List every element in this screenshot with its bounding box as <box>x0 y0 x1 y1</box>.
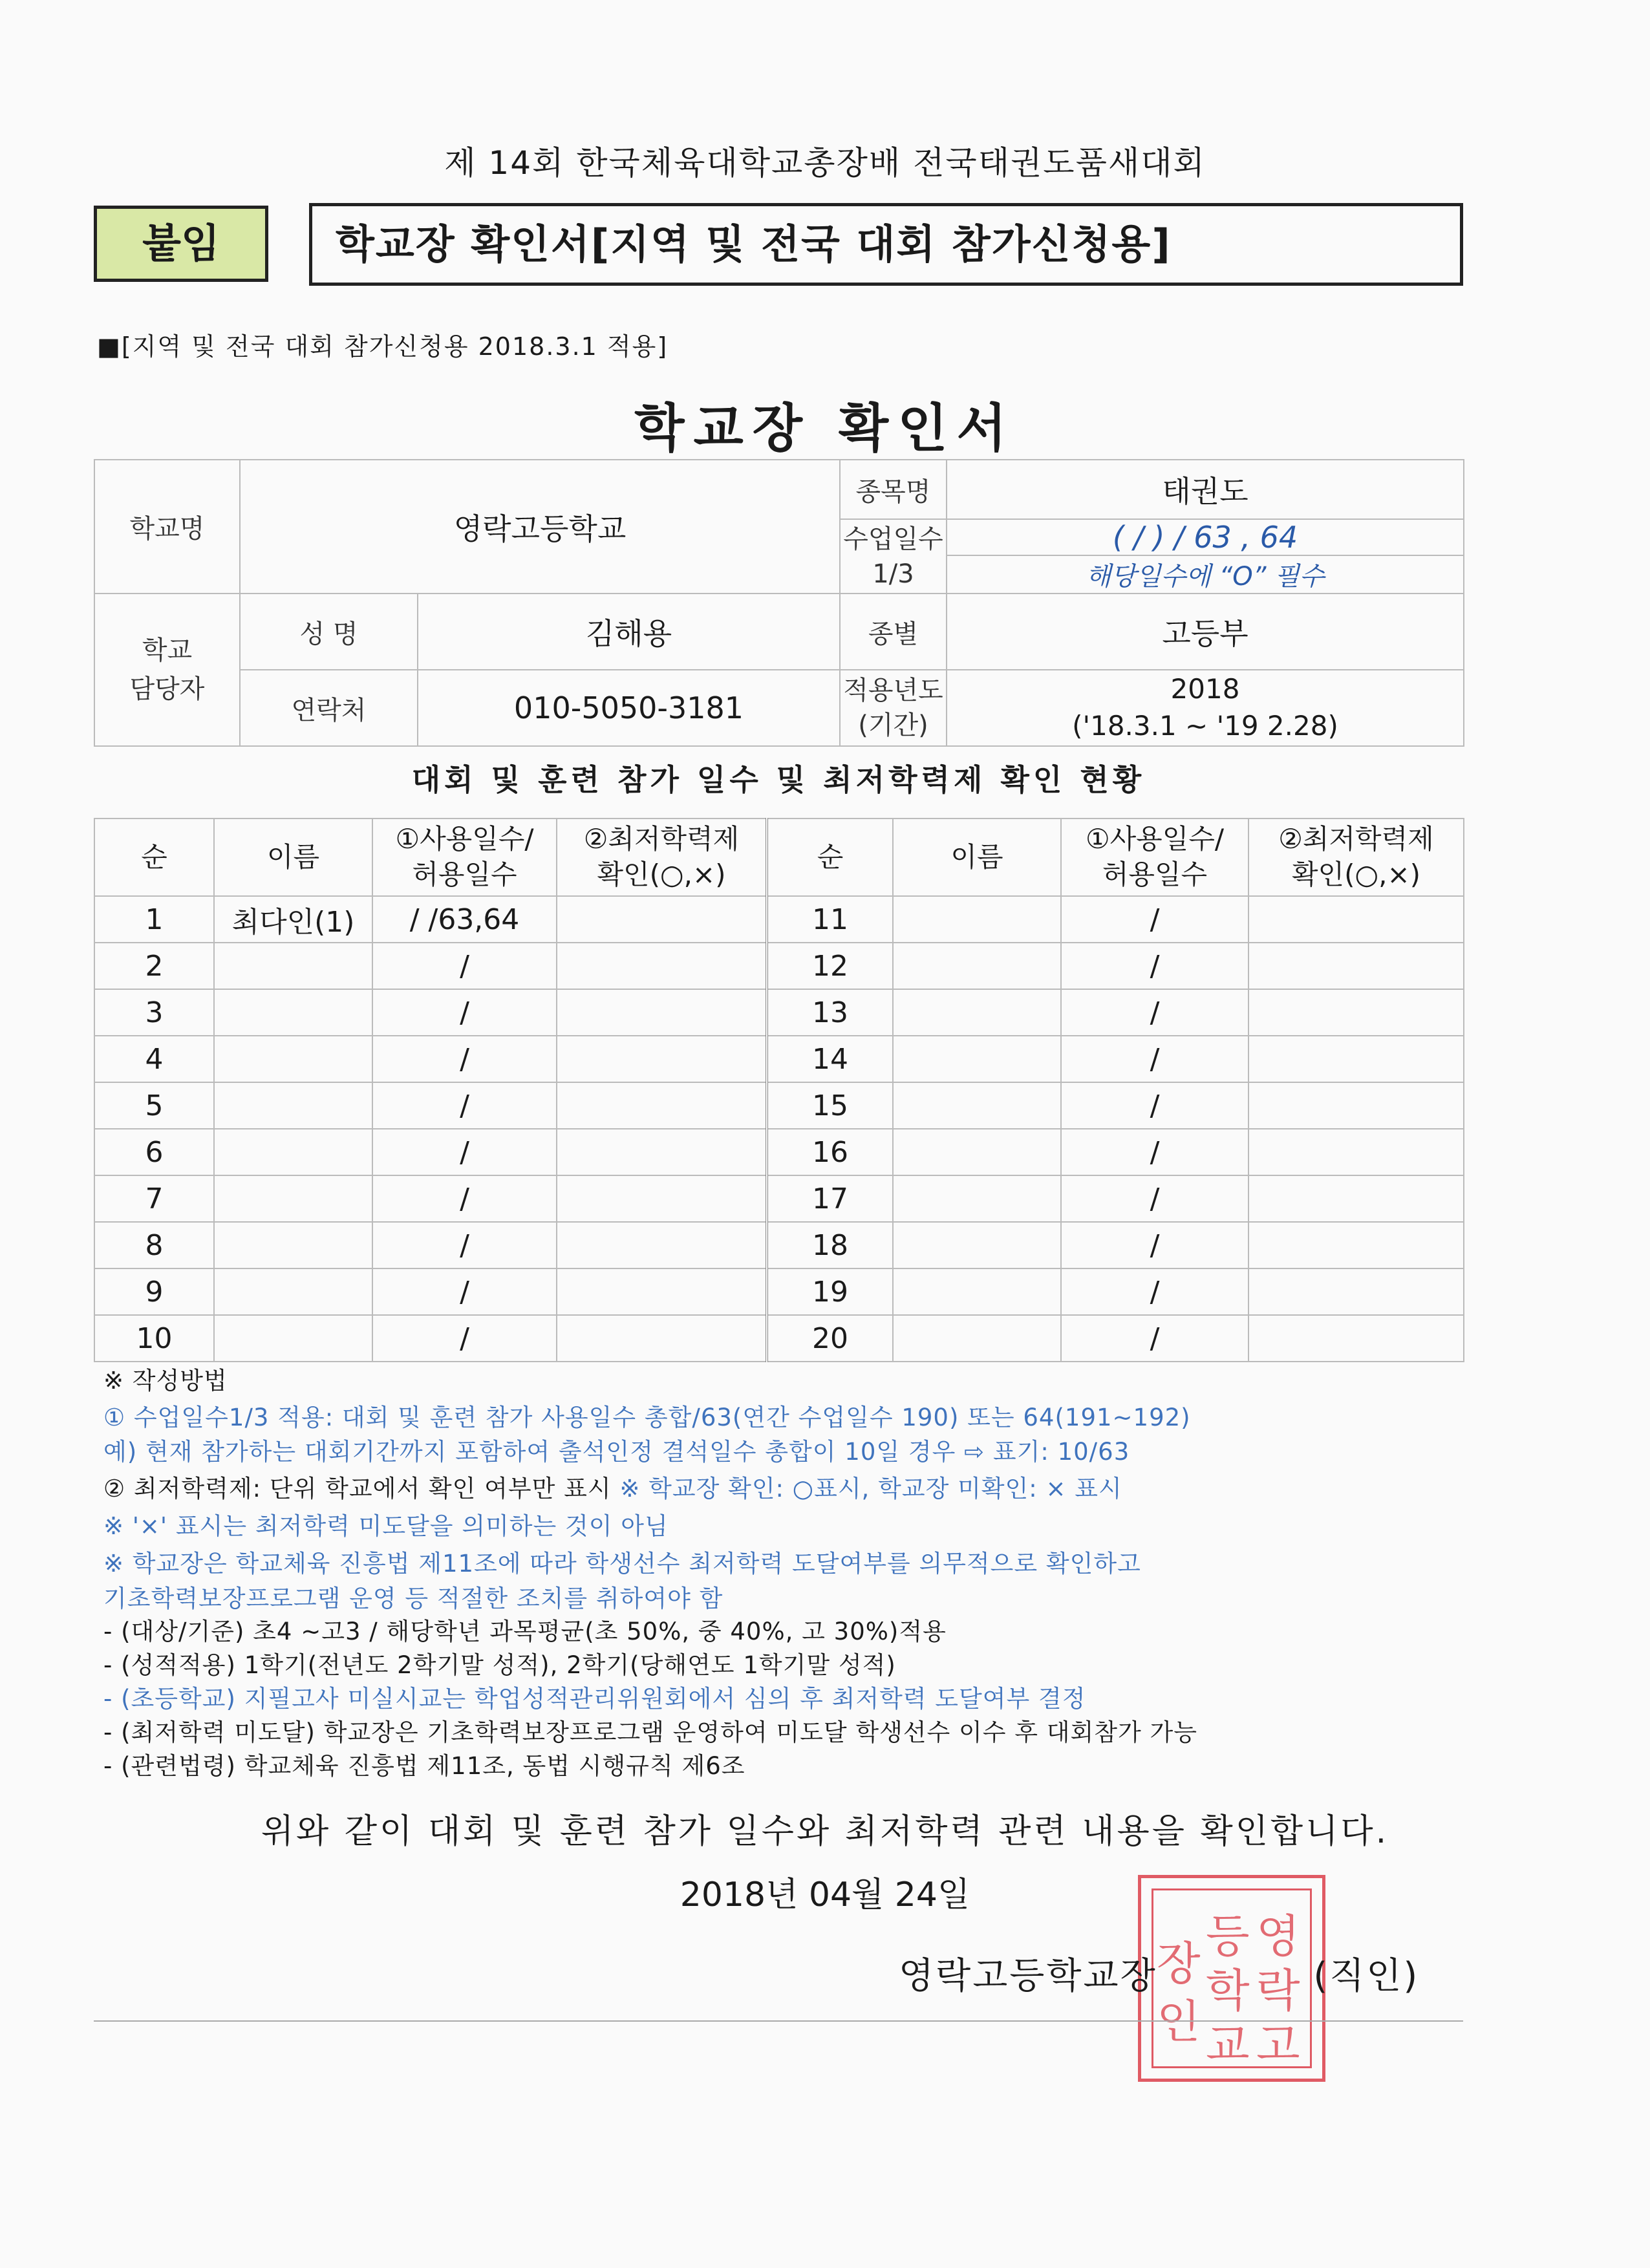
row-no-right: 16 <box>767 1129 893 1175</box>
period-value-2: ('18.3.1 ~ '19 2.28) <box>1072 710 1338 742</box>
attendance-label-2: 1/3 <box>872 559 914 589</box>
row-used-days-right[interactable]: / <box>1061 1315 1248 1362</box>
col-used-right-1: ①사용일수/ <box>1085 823 1225 855</box>
col-name: 이름 <box>214 818 372 896</box>
row-name[interactable] <box>214 989 372 1036</box>
row-no-right: 13 <box>767 989 893 1036</box>
signature-line <box>899 1947 1419 1999</box>
col-min-1: ②최저학력제 <box>583 823 740 855</box>
name-label: 성 명 <box>240 594 418 670</box>
row-no: 2 <box>94 943 214 989</box>
row-min-check-right[interactable] <box>1248 1129 1464 1175</box>
row-min-check[interactable] <box>557 1315 767 1362</box>
row-name[interactable] <box>214 1082 372 1129</box>
table-header-row <box>94 818 1464 896</box>
row-no-right: 12 <box>767 943 893 989</box>
seal-char: 락 <box>1256 1964 1300 2017</box>
row-used-days-right[interactable]: / <box>1061 1082 1248 1129</box>
seal-char: 인 <box>1157 1995 1201 2048</box>
table-row <box>94 1315 1464 1362</box>
row-name-right[interactable] <box>893 896 1061 943</box>
row-no-right: 17 <box>767 1175 893 1222</box>
col-min-right-2: 확인(○,×) <box>1291 859 1421 890</box>
row-no: 7 <box>94 1175 214 1222</box>
staff-label-2: 담당자 <box>129 674 205 704</box>
row-no-right: 14 <box>767 1036 893 1082</box>
instruction-min-text: ② 최저학력제: 단위 학교에서 확인 여부만 표시 <box>103 1475 620 1503</box>
row-min-check-right[interactable] <box>1248 989 1464 1036</box>
period-label-1: 적용년도 <box>843 676 943 705</box>
row-min-check-right[interactable] <box>1248 1036 1464 1082</box>
row-min-check[interactable] <box>557 1129 767 1175</box>
instruction-line: - (초등학교) 지필고사 미실시교는 학업성적관리위원회에서 심의 후 최저학력 도달여부 결정 <box>103 1685 1086 1713</box>
col-used-right <box>1061 818 1248 896</box>
row-used-days[interactable]: / <box>372 943 557 989</box>
seal-char: 등 <box>1206 1910 1250 1963</box>
table-row <box>94 896 1464 943</box>
row-no-right: 20 <box>767 1315 893 1362</box>
confirmation-text: 위와 같이 대회 및 훈련 참가 일수와 최저학력 관련 내용을 확인합니다. <box>261 1812 1389 1851</box>
row-min-check-right[interactable] <box>1248 1175 1464 1222</box>
contact-label: 연락처 <box>240 670 418 746</box>
instruction-min-note: ※ 학교장 확인: ○표시, 학교장 미확인: × 표시 <box>619 1475 1122 1503</box>
seal-char: 학 <box>1206 1964 1250 2017</box>
division-label: 종별 <box>840 594 947 670</box>
row-no: 6 <box>94 1129 214 1175</box>
row-no: 4 <box>94 1036 214 1082</box>
row-name[interactable] <box>214 1268 372 1315</box>
row-name-right[interactable] <box>893 1129 1061 1175</box>
col-name-right: 이름 <box>893 818 1061 896</box>
bottom-divider <box>94 2020 1463 2022</box>
row-used-days[interactable]: / <box>372 1129 557 1175</box>
row-used-days-right[interactable]: / <box>1061 896 1248 943</box>
row-used-days[interactable]: / <box>372 1036 557 1082</box>
name-value[interactable]: 김해용 <box>418 594 840 670</box>
instruction-line: - (대상/기준) 초4 ~고3 / 해당학년 과목평균(초 50%, 중 40%, 고 30%)적용 <box>103 1618 947 1645</box>
document-title: 학교장 확인서 <box>634 398 1016 458</box>
col-used <box>372 818 557 896</box>
row-no: 9 <box>94 1268 214 1315</box>
row-used-days-right[interactable]: / <box>1061 943 1248 989</box>
row-no-right: 18 <box>767 1222 893 1268</box>
event-title: 제 14회 한국체육대학교총장배 전국태권도품새대회 <box>444 144 1206 182</box>
staff-label-1: 학교 <box>142 636 193 665</box>
period-value-1: 2018 <box>1170 673 1240 705</box>
row-no-right: 11 <box>767 896 893 943</box>
row-used-days[interactable]: / <box>372 1268 557 1315</box>
staff-label <box>94 594 240 746</box>
table-row <box>94 1129 1464 1175</box>
row-min-check-right[interactable] <box>1248 943 1464 989</box>
row-name-right[interactable] <box>893 989 1061 1036</box>
row-min-check-right[interactable] <box>1248 1082 1464 1129</box>
row-name[interactable] <box>214 1315 372 1362</box>
row-used-days-right[interactable]: / <box>1061 1129 1248 1175</box>
row-used-days[interactable]: / <box>372 1315 557 1362</box>
row-min-check[interactable] <box>557 1082 767 1129</box>
row-min-check-right[interactable] <box>1248 896 1464 943</box>
row-no: 5 <box>94 1082 214 1129</box>
col-used-1: ①사용일수/ <box>395 823 534 855</box>
row-no: 8 <box>94 1222 214 1268</box>
sport-value: 태권도 <box>947 460 1464 519</box>
info-table <box>94 459 1464 747</box>
note-line: ■[지역 및 전국 대회 참가신청용 2018.3.1 적용] <box>97 332 669 361</box>
attendance-value[interactable]: ( / ) / 63 , 64 <box>947 519 1464 555</box>
table-row <box>94 989 1464 1036</box>
col-no: 순 <box>94 818 214 896</box>
seal-char: 영 <box>1256 1910 1300 1963</box>
row-name[interactable] <box>214 1175 372 1222</box>
contact-value[interactable]: 010-5050-3181 <box>418 670 840 746</box>
school-name: 영락고등학교 <box>240 460 840 594</box>
instruction-line <box>103 1469 1122 1504</box>
table-row <box>94 1175 1464 1222</box>
period-value[interactable] <box>947 670 1464 746</box>
row-min-check[interactable] <box>557 1222 767 1268</box>
date-text: 2018년 04월 24일 <box>680 1876 970 1914</box>
table-row <box>94 1082 1464 1129</box>
table-row <box>94 1222 1464 1268</box>
row-used-days[interactable]: / <box>372 989 557 1036</box>
row-used-days-right[interactable]: / <box>1061 1036 1248 1082</box>
row-used-days-right[interactable]: / <box>1061 1268 1248 1315</box>
row-min-check[interactable] <box>557 1268 767 1315</box>
row-no-right: 19 <box>767 1268 893 1315</box>
col-min-2: 확인(○,×) <box>597 859 726 890</box>
seal-char: 고 <box>1256 2018 1300 2071</box>
instruction-line: 예) 현재 참가하는 대회기간까지 포함하여 출석인정 결석일수 총합이 10일 경우 ⇨ 표기: 10/63 <box>103 1438 1130 1466</box>
row-name-right[interactable] <box>893 1175 1061 1222</box>
row-name[interactable]: 최다인(1) <box>214 896 372 943</box>
col-min-right <box>1248 818 1464 896</box>
row-name[interactable] <box>214 943 372 989</box>
row-min-check[interactable] <box>557 1175 767 1222</box>
instruction-line: - (관련법령) 학교체육 진흥법 제11조, 동법 시행규칙 제6조 <box>103 1752 745 1780</box>
col-used-right-2: 허용일수 <box>1102 859 1208 890</box>
seal-char: 장 <box>1157 1937 1201 1990</box>
row-used-days[interactable]: / <box>372 1222 557 1268</box>
table-row <box>94 1268 1464 1315</box>
row-no: 10 <box>94 1315 214 1362</box>
instruction-line: ※ 학교장은 학교체육 진흥법 제11조에 따라 학생선수 최저학력 도달여부를 의무적으로 확인하고 <box>103 1550 1141 1578</box>
row-name-right[interactable] <box>893 1268 1061 1315</box>
row-name-right[interactable] <box>893 943 1061 989</box>
row-name-right[interactable] <box>893 1222 1061 1268</box>
col-used-2: 허용일수 <box>412 859 517 890</box>
attendance-label-1: 수업일수 <box>843 524 943 554</box>
sport-label: 종목명 <box>840 460 947 519</box>
table-row <box>94 1036 1464 1082</box>
row-min-check[interactable] <box>557 989 767 1036</box>
table-row <box>94 943 1464 989</box>
row-used-days-right[interactable]: / <box>1061 989 1248 1036</box>
instruction-line: ① 수업일수1/3 적용: 대회 및 훈련 참가 사용일수 총합/63(연간 수업일수 190) 또는 64(191~192) <box>103 1404 1191 1431</box>
row-used-days[interactable]: / <box>372 1175 557 1222</box>
col-min-right-1: ②최저학력제 <box>1278 823 1434 855</box>
attendance-note: 해당일수에 “O” 필수 <box>947 555 1464 594</box>
instruction-line: - (성적적용) 1학기(전년도 2학기말 성적), 2학기(당해연도 1학기말 성적) <box>103 1651 896 1679</box>
row-used-days[interactable]: / <box>372 1082 557 1129</box>
row-min-check[interactable] <box>557 1036 767 1082</box>
row-used-days-right[interactable]: / <box>1061 1175 1248 1222</box>
seal-char: 교 <box>1206 2018 1250 2071</box>
seal-label: (직인) <box>1313 1955 1420 1997</box>
col-no-right: 순 <box>767 818 893 896</box>
row-min-check-right[interactable] <box>1248 1222 1464 1268</box>
row-min-check-right[interactable] <box>1248 1315 1464 1362</box>
instruction-line: ※ '×' 표시는 최저학력 미도달을 의미하는 것이 아님 <box>103 1512 669 1540</box>
row-name[interactable] <box>214 1036 372 1082</box>
row-name-right[interactable] <box>893 1315 1061 1362</box>
row-name[interactable] <box>214 1222 372 1268</box>
instruction-line: - (최저학력 미도달) 학교장은 기초학력보장프로그램 운영하여 미도달 학생선수 이수 후 대회참가 가능 <box>103 1718 1198 1746</box>
division-value[interactable]: 고등부 <box>947 594 1464 670</box>
section-title: 대회 및 훈련 참가 일수 및 최저학력제 확인 현황 <box>411 762 1146 797</box>
row-no: 3 <box>94 989 214 1036</box>
row-name[interactable] <box>214 1129 372 1175</box>
row-min-check-right[interactable] <box>1248 1268 1464 1315</box>
instructions-heading: ※ 작성방법 <box>103 1367 228 1395</box>
row-used-days-right[interactable]: / <box>1061 1222 1248 1268</box>
principal-title: 영락고등학교장 <box>899 1955 1157 1997</box>
row-used-days[interactable]: / /63,64 <box>372 896 557 943</box>
row-min-check[interactable] <box>557 943 767 989</box>
row-name-right[interactable] <box>893 1036 1061 1082</box>
row-name-right[interactable] <box>893 1082 1061 1129</box>
period-label <box>840 670 947 746</box>
header-title: 학교장 확인서[지역 및 전국 대회 참가신청용] <box>309 203 1463 286</box>
attachment-badge: 붙임 <box>94 206 268 282</box>
participation-table <box>94 818 1464 1362</box>
row-no-right: 15 <box>767 1082 893 1129</box>
instruction-line: 기초학력보장프로그램 운영 등 적절한 조치를 취하여야 함 <box>103 1585 723 1612</box>
attendance-label <box>840 519 947 594</box>
row-min-check[interactable] <box>557 896 767 943</box>
period-label-2: (기간) <box>858 711 928 740</box>
school-label: 학교명 <box>94 460 240 594</box>
row-no: 1 <box>94 896 214 943</box>
col-min <box>557 818 767 896</box>
